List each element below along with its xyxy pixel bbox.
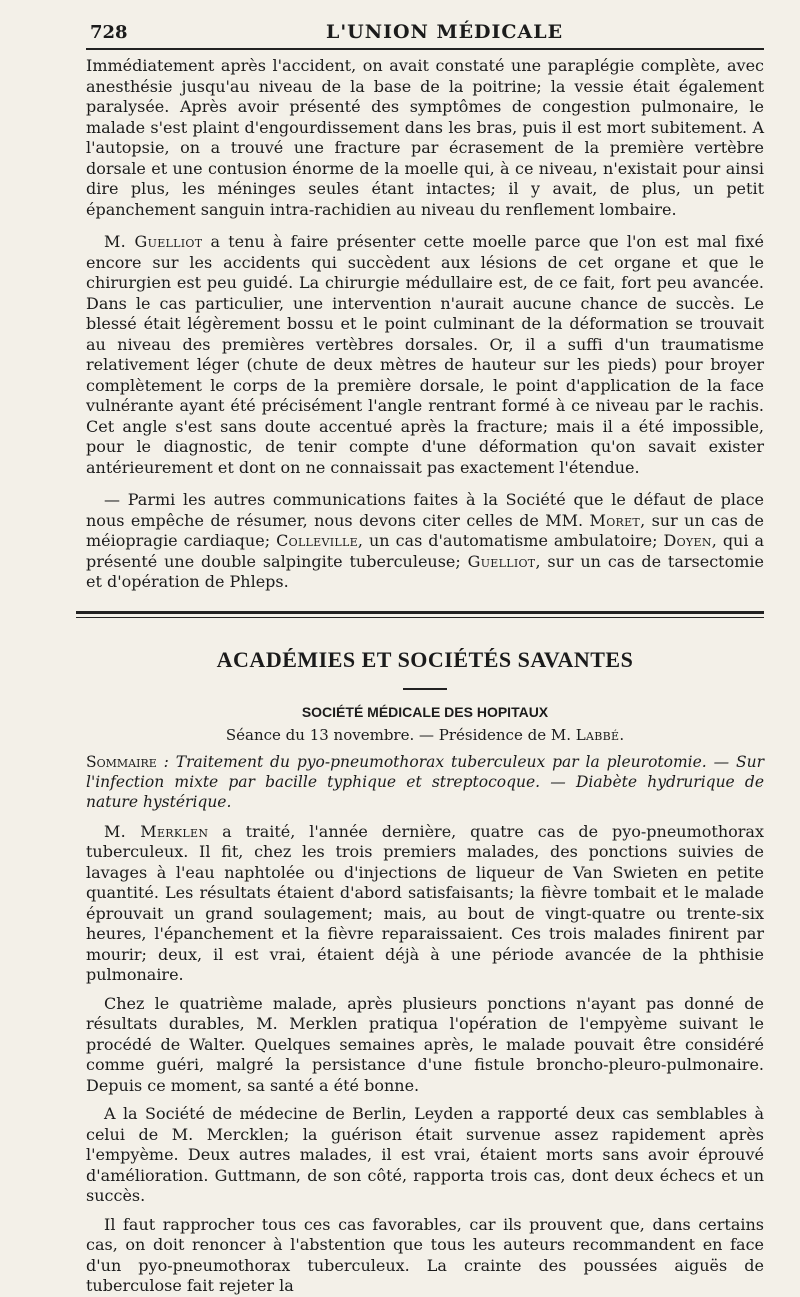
section-divider [76,611,764,618]
section-title: ACADÉMIES ET SOCIÉTÉS SAVANTES [216,646,634,672]
spacer [86,986,764,994]
journal-title: L'UNION MÉDICALE [326,21,564,43]
page-number: 728 [90,22,128,43]
society-name: SOCIÉTÉ MÉDICALE DES HOPITAUX [301,703,549,720]
seance-end: . [619,725,625,744]
summary-text: : Traitement du pyo-pneumothorax tuberculeux par la pleurotomie. — Sur l'infection mixte par bacille typhique et streptocoque. — Diabète hydrurique de nature hystérique. [86,752,764,811]
text-run: , sur un cas de tarsectomie et d'opération de Phleps. [86,551,764,591]
author-name: Doyen [663,531,712,550]
paragraph-fourth-patient: Chez le quatrième malade, après plusieurs ponctions n'ayant pas donné de résultats durables, M. Merklen pratiqua l'opération de l'empyème suivant le procédé de Walter. Quelques semaines après, le malade pouvait être considéré comme guéri, malgré la persistance d'une fistule broncho-pleuro-pulmonaire. Depuis ce moment, sa santé a été bonne. [86,993,764,1095]
paragraph-conclusion: Il faut rapprocher tous ces cas favorables, car ils prouvent que, dans certains cas, on doit renoncer à l'abstention que tous les auteurs recommandent en face d'un pyo-pneumothorax tuberculeux. La crainte des poussées aiguës de tuberculose fait rejeter la [86,1214,764,1295]
author-name: M. Guelliot [104,232,203,251]
text-run: , sur un cas de méiopragie cardiaque; [86,510,765,550]
title-rule [403,688,447,690]
author-name: Colleville [276,531,358,550]
author-name: Moret [589,510,641,530]
text-run: — Parmi les autres communications faites à la Société que le défaut de place nous empêche de résumer, nous devons citer celles de MM. [86,490,764,530]
seance-text: Séance du 13 novembre. — Présidence de M. [225,725,576,744]
paragraph-communications [86,490,764,593]
author-name: M. Merklen [104,821,209,841]
paragraph-guelliot [86,232,764,478]
spacer [86,478,764,490]
paragraph-autopsy: Immédiatement après l'accident, on avait constaté une paraplégie complète, avec anesthésie jusqu'au niveau de la base de la poitrine; la vessie était également paralysée. Après avoir présenté des symptômes de congestion pulmonaire, le malade s'est plaint d'engourdissement dans les bras, puis il est mort subitement. A l'autopsie, on a trouvé une fracture par écrasement de la première vertèbre dorsale et une contusion énorme de la moelle qui, à ce niveau, n'existait pour ainsi dire plus, les méninges seules étant intactes; il y avait, de plus, un petit épanchement sanguin intra-rachidien au niveau du renflement lombaire. [86,56,764,219]
spacer [86,1207,764,1215]
paragraph-text: a tenu à faire présenter cette moelle parce que l'on est mal fixé encore sur les accidents qui succèdent aux lésions de cet organe et que le chirurgien est peu guidé. La chirurgie médullaire est, de ce fait, fort peu avancée. Dans le cas particulier, une intervention n'aurait aucune chance de succès. Le blessé était légèrement bossu et le point culminant de la déformation se trouvait au niveau des premières vertèbres dorsales. Or, il a suffi d'un traumatisme relativement léger (chute de deux mètres de hauteur sur les pieds) pour broyer complètement le corps de la première dorsale, le point d'application de la face vulnérante ayant été précisément l'angle rentrant formé à ce niveau par le rachis. Cet angle s'est sans doute accentué après la fracture; mais il a été impossible, pour le diagnostic, de tenir compte d'une déformation qu'on savait exister antérieurement et dont on ne connaissait pas exactement l'étendue. [86,232,765,477]
summary-label: Sommaire [86,752,157,771]
summary [86,752,764,812]
spacer [86,220,764,232]
running-head [86,18,764,44]
paragraph-merklen [86,822,764,986]
text-run: , un cas d'automatisme ambulatoire; [357,531,664,550]
paragraph-text: a traité, l'année dernière, quatre cas de pyo-pneumothorax tuberculeux. Il fit, chez les trois premiers malades, des ponctions suivies de lavages à l'eau naphtolée ou d'injections de liqueur de Van Swieten en petite quantité. Les résultats étaient d'abord satisfaisants; la fièvre tombait et le malade éprouvait un grand soulagement; mais, au bout de vingt-quatre ou trente-six heures, l'épanchement et la fièvre reparaissaient. Ces trois malades finirent par mourir; deux, il est vrai, étaient déjà à une période avancée de la phthisie pulmonaire. [86,821,764,984]
paragraph-berlin: A la Société de médecine de Berlin, Leyden a rapporté deux cas semblables à celui de M. Mercklen; la guérison était survenue assez rapidement après l'empyème. Deux autres malades, il est vrai, étaient morts sans avoir éprouvé d'amélioration. Guttmann, de son côté, rapporta trois cas, dont deux échecs et un succès. [86,1104,764,1205]
text-run: , qui a présenté une double salpingite tuberculeuse; [86,531,765,571]
president-name: Labbé [575,725,620,744]
seance-line [86,724,764,746]
author-name: Guelliot [467,551,536,571]
header-rule [86,48,764,50]
spacer [86,1096,764,1104]
